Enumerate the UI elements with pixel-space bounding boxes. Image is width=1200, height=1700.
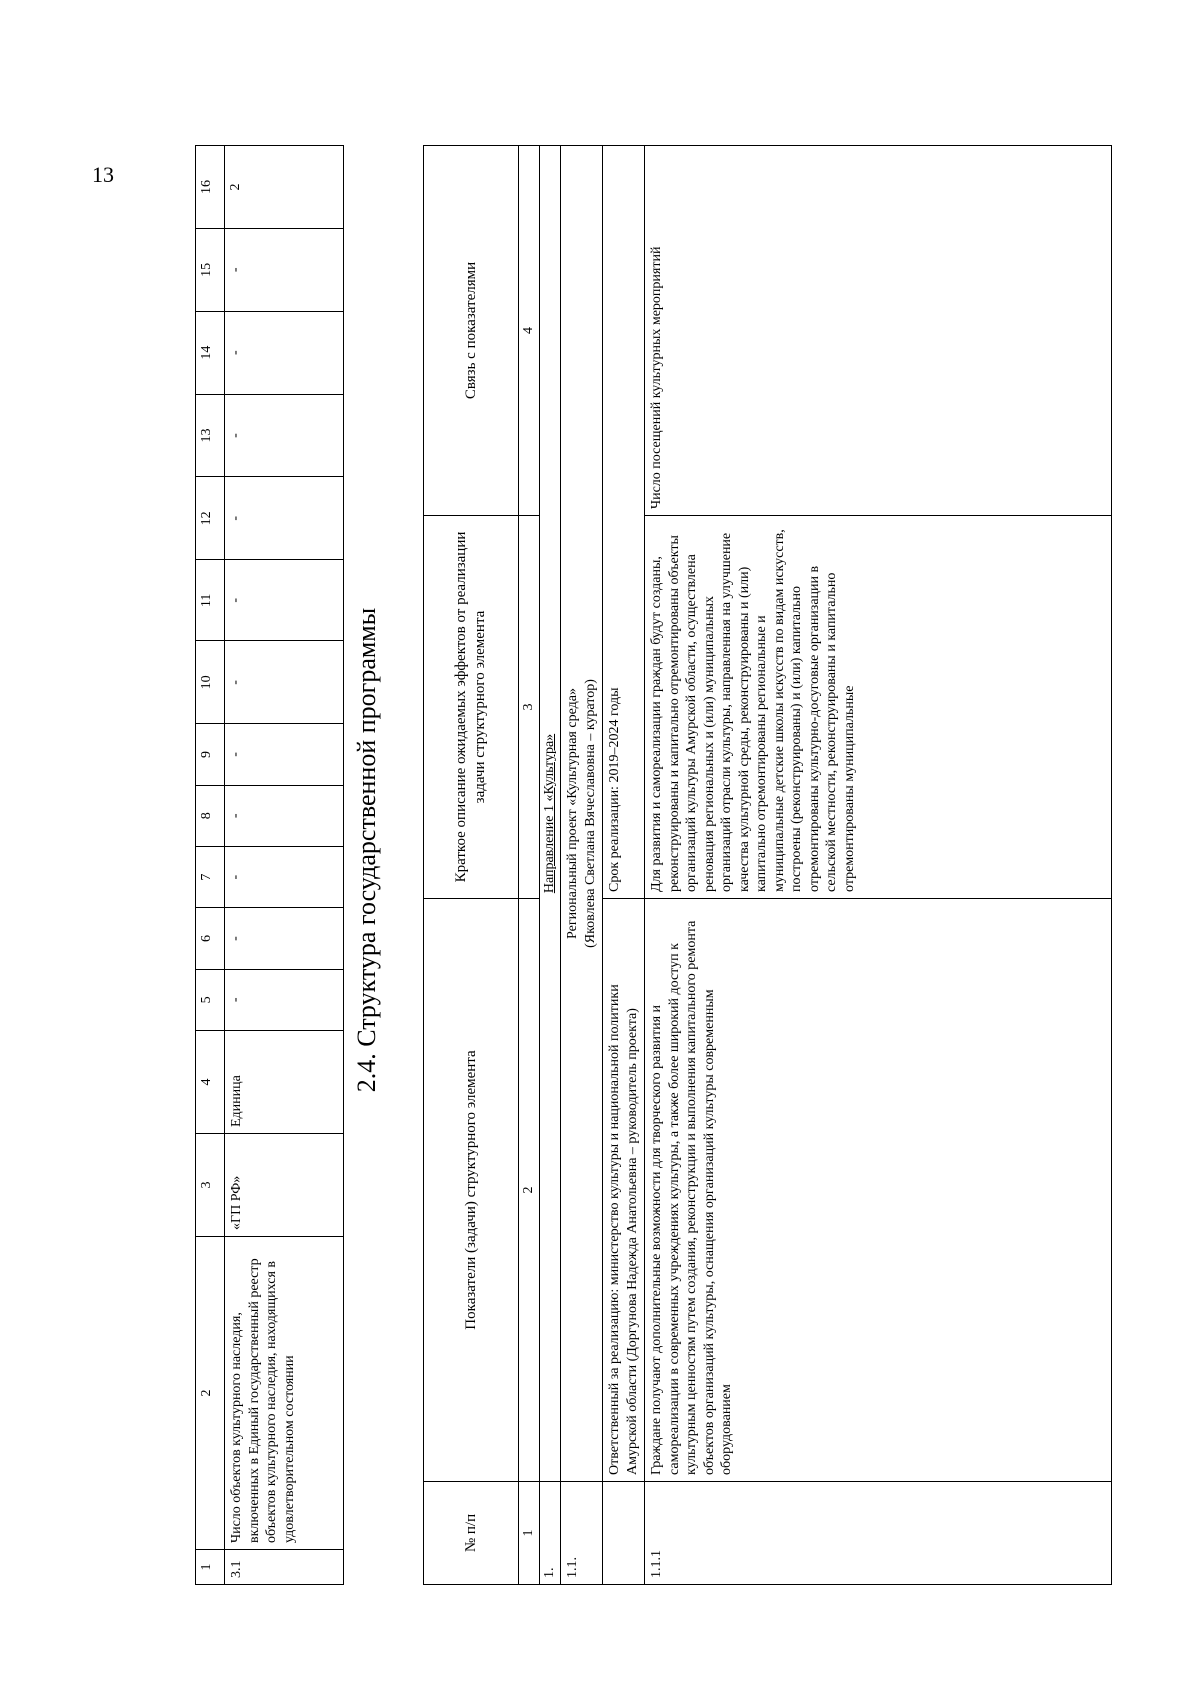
project-title — [561, 146, 603, 1482]
value-cell: - — [225, 477, 344, 560]
table-header-row — [424, 146, 519, 1585]
empty-cell — [603, 1482, 645, 1585]
value-cell: - — [225, 846, 344, 907]
responsible-line: Амурской области (Доргунова Надежда Анатольевна – руководитель проекта) — [624, 1008, 640, 1475]
direction-title: Направление 1 «Культура» — [540, 146, 561, 1482]
value-cell: - — [225, 785, 344, 846]
project-curator: (Яковлева Светлана Вячеславовна – куратор) — [582, 679, 598, 948]
responsible-row — [603, 146, 645, 1585]
header-link: Связь с показателями — [424, 146, 519, 516]
header-effects: Краткое описание ожидаемых эффектов от реализации задачи структурного элемента — [424, 516, 519, 899]
project-row — [561, 146, 603, 1585]
direction-num: 1. — [540, 1482, 561, 1585]
indicator-unit: Единица — [225, 1031, 344, 1134]
indicator-type: «ГП РФ» — [225, 1134, 344, 1237]
value-cell-last: 2 — [225, 146, 344, 229]
col-header: 16 — [196, 146, 225, 229]
direction-row — [540, 146, 561, 1585]
col-header: 11 — [196, 560, 225, 641]
project-name: Региональный проект «Культурная среда» — [565, 688, 580, 939]
col-header: 8 — [196, 785, 225, 846]
responsible-line: Ответственный за реализацию: министерство культуры и национальной политики — [607, 984, 622, 1475]
term-text: Срок реализации: 2019–2024 годы — [603, 146, 645, 899]
value-cell: - — [225, 724, 344, 785]
indicator-name: Число объектов культурного наследия, включенных в Единый государственный реестр объектов культурного наследия, находящихся в удовлетворительном состоянии — [225, 1237, 344, 1550]
table-row — [645, 146, 1112, 1585]
program-structure-table — [423, 145, 1112, 1585]
header-num: № п/п — [424, 1482, 519, 1585]
col-header: 12 — [196, 477, 225, 560]
table-header-row — [196, 146, 225, 1585]
col-header: 10 — [196, 641, 225, 724]
task-num: 1.1.1 — [645, 1482, 1112, 1585]
column-number-row — [519, 146, 540, 1585]
col-number: 2 — [519, 899, 540, 1482]
section-title: 2.4. Структура государственной программы — [352, 607, 381, 1093]
col-header: 15 — [196, 228, 225, 311]
value-cell: - — [225, 394, 344, 477]
value-cell: - — [225, 560, 344, 641]
col-header: 6 — [196, 908, 225, 969]
col-header: 3 — [196, 1134, 225, 1237]
col-header: 13 — [196, 394, 225, 477]
effect-text: Для развития и самореализации граждан будут созданы, реконструированы и капитально отремонтированы объекты организаций культуры Амурской области, осуществлена реновация региональных и (или) муниципальных организаций отрасли культуры, направленная на улучшение качества культурной среды, реконструированы и (или) капитально отремонтированы региональные и муниципальные детские школы искусств по видам искусств, построены (реконструированы) и (или) капитально отремонтированы культурно-досуговые организации в сельской местности, реконструированы и капитально отремонтированы муниципальные — [645, 516, 1112, 899]
col-header: 5 — [196, 969, 225, 1030]
value-cell: - — [225, 641, 344, 724]
value-cell: - — [225, 969, 344, 1030]
responsible-text — [603, 899, 645, 1482]
value-cell: - — [225, 228, 344, 311]
project-num: 1.1. — [561, 1482, 603, 1585]
value-cell: - — [225, 311, 344, 394]
page-number: 13 — [92, 162, 114, 187]
header-tasks: Показатели (задачи) структурного элемента — [424, 899, 519, 1482]
col-header: 4 — [196, 1031, 225, 1134]
col-number: 1 — [519, 1482, 540, 1585]
value-cell: - — [225, 908, 344, 969]
row-number: 3.1 — [225, 1550, 344, 1585]
col-header: 7 — [196, 846, 225, 907]
indicators-table-continuation — [195, 145, 344, 1585]
table-row — [225, 146, 344, 1585]
col-header: 9 — [196, 724, 225, 785]
col-header: 2 — [196, 1237, 225, 1550]
link-text: Число посещений культурных мероприятий — [645, 146, 1112, 516]
task-text: Граждане получают дополнительные возможности для творческого развития и самореализации в современных учреждениях культуры, а также более широкий доступ к культурным ценностям путем создания, реконструкции и выполнения капитального ремонта объектов организаций культуры, оснащения организаций культуры современным оборудованием — [645, 899, 1112, 1482]
col-number: 4 — [519, 146, 540, 516]
col-number: 3 — [519, 516, 540, 899]
col-header: 14 — [196, 311, 225, 394]
col-header: 1 — [196, 1550, 225, 1585]
